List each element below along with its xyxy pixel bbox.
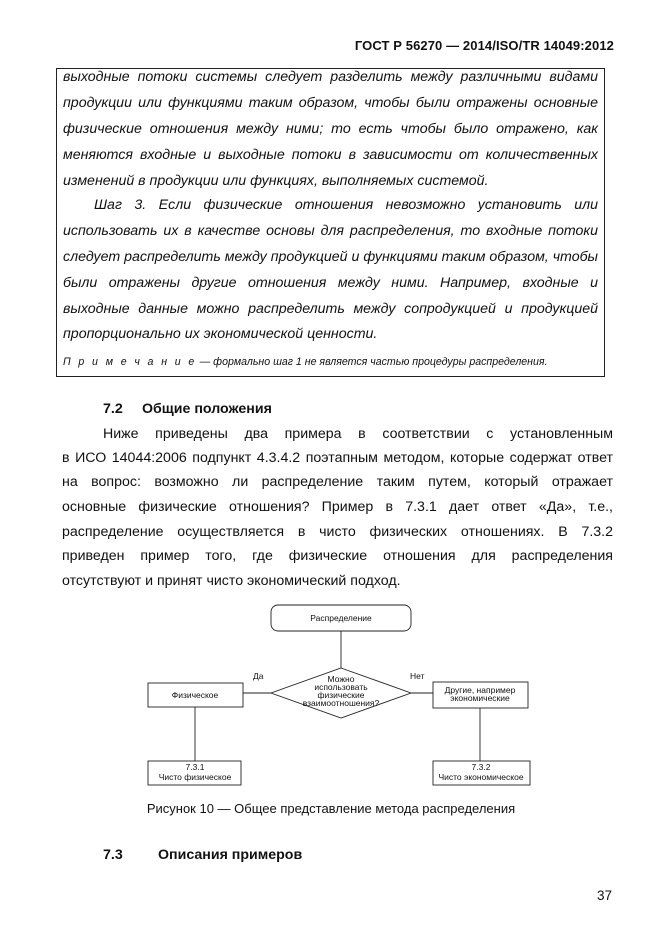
boxed-line: выходные данные можно распределить между сопродукцией и продукцией [63,301,598,317]
paragraph-line: на вопрос: возможно ли распределение таким путем, который отражает [62,474,613,490]
physical-label: Физическое [171,690,219,700]
boxed-line: продукции или функциями таким образом, чтобы были отражены основные [63,95,598,111]
pure-physical-label: Чисто физическое [158,772,232,782]
note-label: П р и м е ч а н и е [63,356,197,368]
decision-label-line: Можно [327,674,355,684]
boxed-line: меняются входные и выходные потоки в зависимости от количественных [63,147,598,163]
paragraph-line: Ниже приведены два примера в соответствии с установленным [103,426,613,442]
figure-caption: Рисунок 10 — Общее представление метода распределения [146,801,516,816]
document-header: ГОСТ Р 56270 — 2014/ISO/TR 14049:2012 [354,38,614,53]
section-7-3-title: Описания примеров [158,847,303,863]
boxed-line: были отражены другие отношения между ними. Например, входные и [63,275,598,291]
other-label-line: экономические [450,693,510,703]
page-number: 37 [596,888,612,903]
paragraph-line: распределение осуществляется в чисто физических отношениях. В 7.3.2 [62,524,613,540]
paragraph-line: отсутствуют и принят чисто экономический подход. [62,573,401,589]
no-label: Нет [410,671,425,681]
note [63,356,548,368]
paragraph-line: приведен пример того, где физические отношения для распределения [62,548,613,564]
decision-label-line: использовать [314,682,368,692]
note-text: — формально шаг 1 не является частью процедуры распределения. [196,356,548,368]
allocation-flowchart [140,598,540,792]
paragraph-line: в ИСО 14044:2006 подпункт 4.3.4.2 поэтапным методом, которые содержат ответ [62,450,613,466]
section-7-2-title: Общие положения [142,401,272,417]
other-label-line: Другие, например [444,685,516,695]
boxed-line: использовать их в качестве основы для распределения, то входные потоки [63,223,598,239]
paragraph-line: основные физические отношения? Пример в 7.3.1 дает ответ «Да», т.е., [62,499,613,515]
pure-economic-label: Чисто экономическое [438,772,524,782]
section-7-3-number: 7.3 [103,847,123,863]
boxed-line: следует распределить между продукцией и функциями таким образом, чтобы [63,249,599,265]
boxed-line: пропорционально их экономической ценности. [63,326,378,342]
decision-label-line: взаимоотношения? [302,698,380,708]
boxed-text-frame [56,68,605,377]
section-7-2-number: 7.2 [103,401,123,417]
boxed-line: физические отношения между ними; то есть чтобы было отражено, как [63,121,598,137]
boxed-line-step3-lead [94,193,598,218]
pure-economic-number: 7.3.2 [471,762,491,772]
allocation-label: Распределение [310,613,372,623]
boxed-line: изменений в продукции или функциях, выполняемых системой. [63,173,489,189]
pure-physical-number: 7.3.1 [185,762,205,772]
boxed-line: выходные потоки системы следует разделить между различными видами [63,69,598,85]
yes-label: Да [253,671,264,681]
step3-text: Шаг 3. Если физические отношения невозможно установить или [94,197,598,213]
decision-label-line: физические [317,690,365,700]
